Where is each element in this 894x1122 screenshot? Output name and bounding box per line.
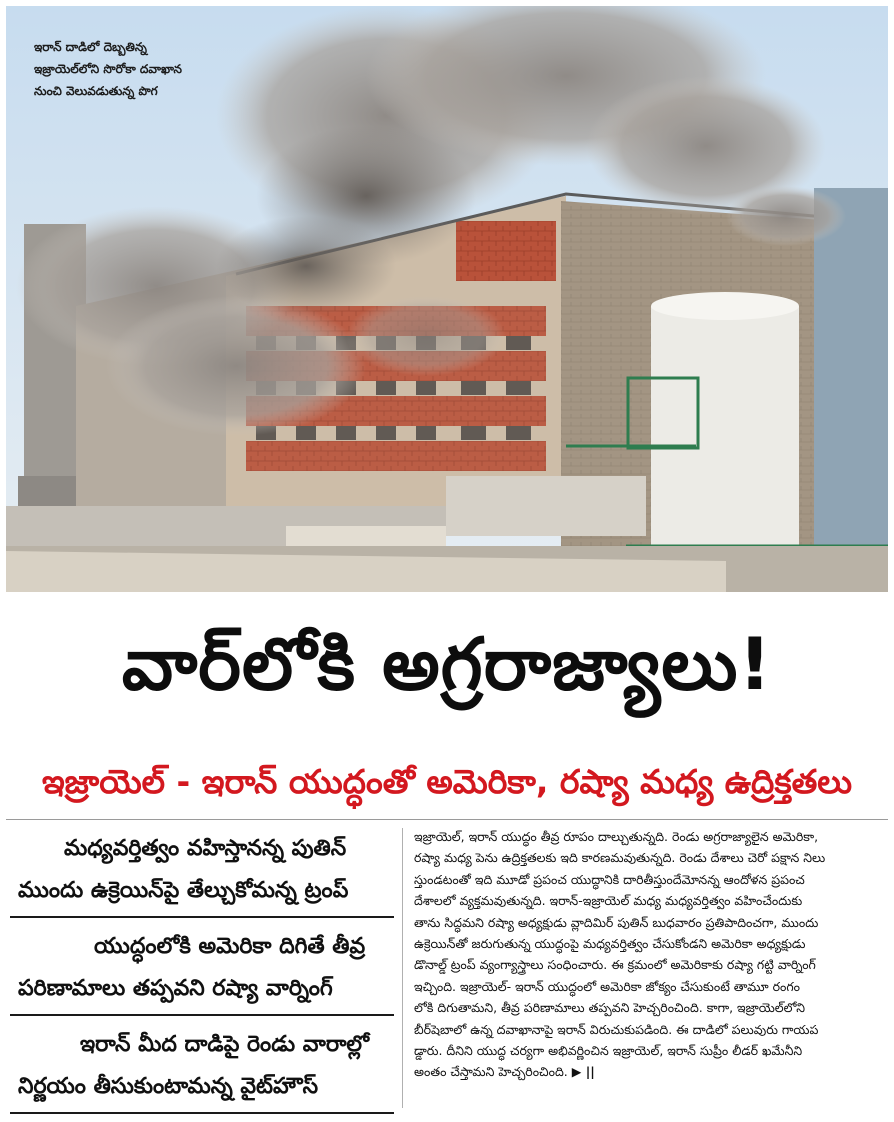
highlight-bullets (10, 828, 394, 1122)
continuation-mark: ▶ || (571, 1064, 595, 1080)
column-divider (402, 828, 403, 1108)
bullet-line: నిర్ణయం తీసుకుంటామన్న వైట్‌హౌస్ (18, 1074, 319, 1099)
headline: వార్‌లోకి అగ్రరాజ్యాలు! (121, 622, 773, 706)
bullet-line: యుద్ధంలోకి అమెరికా దిగితే తీవ్ర (94, 934, 366, 959)
caption-line: ఇజ్రాయెల్‌లోని సొరోకా దవాఖాన (34, 62, 182, 76)
body-line: రష్యా మధ్య పెను ఉద్రిక్తతలకు ఇది కారణమవుతున్నది. రెండు దేశాలు చెరో పక్షాన నిలు (414, 850, 826, 866)
body-line: డొనాల్డ్ ట్రంప్ వ్యంగ్యాస్త్రాలు సంధించారు. ఈ క్రమంలో అమెరికాకు రష్యా గట్టి వార్నింగ్ (414, 957, 816, 973)
body-line: దేశాలలో వ్యక్తమవుతున్నది. ఇరాన్-ఇజ్రాయెల్ మధ్య మధ్యవర్తిత్వం వహించేందుకు (414, 893, 803, 909)
body-line: ఇచ్చింది. ఇజ్రాయెల్- ఇరాన్ యుద్ధంలో అమెరికా జోక్యం చేసుకుంటే తామూ రంగం (414, 978, 801, 994)
bullet-group (10, 828, 394, 918)
caption-line: నుంచి వెలువడుతున్న పొగ (34, 84, 158, 98)
caption-line: ఇరాన్ దాడిలో దెబ్బతిన్న (34, 40, 147, 54)
body-line-last (414, 1061, 888, 1082)
news-photo (6, 6, 888, 592)
bullet-line: పరిణామాలు తప్పవని రష్యా వార్నింగ్ (18, 976, 333, 1001)
photo-caption (34, 36, 224, 102)
section-divider (6, 819, 888, 820)
body-line: ఉక్రెయిన్‌తో జరుగుతున్న యుద్ధంపై మధ్యవర్తిత్వం చేసుకోండని అమెరికా అధ్యక్షుడు (414, 936, 806, 952)
body-line: తాను సిద్ధమని రష్యా అధ్యక్షుడు వ్లాదిమిర్ పుతిన్ బుధవారం ప్రతిపాదించగా, ముందు (414, 914, 819, 930)
body-line: లోకి దిగుతామని, తీవ్ర పరిణామాలు తప్పవని హెచ్చరించింది. కాగా, ఇజ్రాయెల్‌లోని (414, 1000, 805, 1016)
body-line: ఇజ్రాయెల్, ఇరాన్ యుద్ధం తీవ్ర రూపం దాల్చుతున్నది. రెండు అగ్రరాజ్యాలైన అమెరికా, (414, 829, 819, 844)
subheadline: ఇజ్రాయెల్ - ఇరాన్ యుద్ధంతో అమెరికా, రష్యా మధ్య ఉద్రిక్తతలు (41, 761, 853, 801)
body-line: స్తుండటంతో ఇది మూడో ప్రపంచ యుద్ధానికి దారితీస్తుందేమోనన్న ఆందోళన ప్రపంచ (414, 871, 805, 887)
bullet-group (10, 1024, 394, 1114)
article-body (414, 826, 888, 1083)
body-line: బీర్‌షెబాలో ఉన్న దవాఖానాపై ఇరాన్ విరుచుకుపడింది. ఈ దాడిలో పలువురు గాయప (414, 1021, 819, 1037)
bullet-line: మధ్యవర్తిత్వం వహిస్తానన్న పుతిన్ (64, 836, 347, 861)
bullet-line: ముందు ఉక్రెయిన్‌పై తేల్చుకోమన్న ట్రంప్ (18, 878, 349, 903)
body-line: డ్డారు. దీనిని యుద్ధ చర్యగా అభివర్ణించిన ఇజ్రాయెల్, ఇరాన్ సుప్రీం లీడర్ ఖమేనీని (414, 1043, 803, 1059)
bullet-line: ఇరాన్ మీద దాడిపై రెండు వారాల్లో (80, 1032, 370, 1057)
bullet-group (10, 926, 394, 1016)
body-line: అంతం చేస్తామని హెచ్చరించింది. (414, 1064, 568, 1080)
